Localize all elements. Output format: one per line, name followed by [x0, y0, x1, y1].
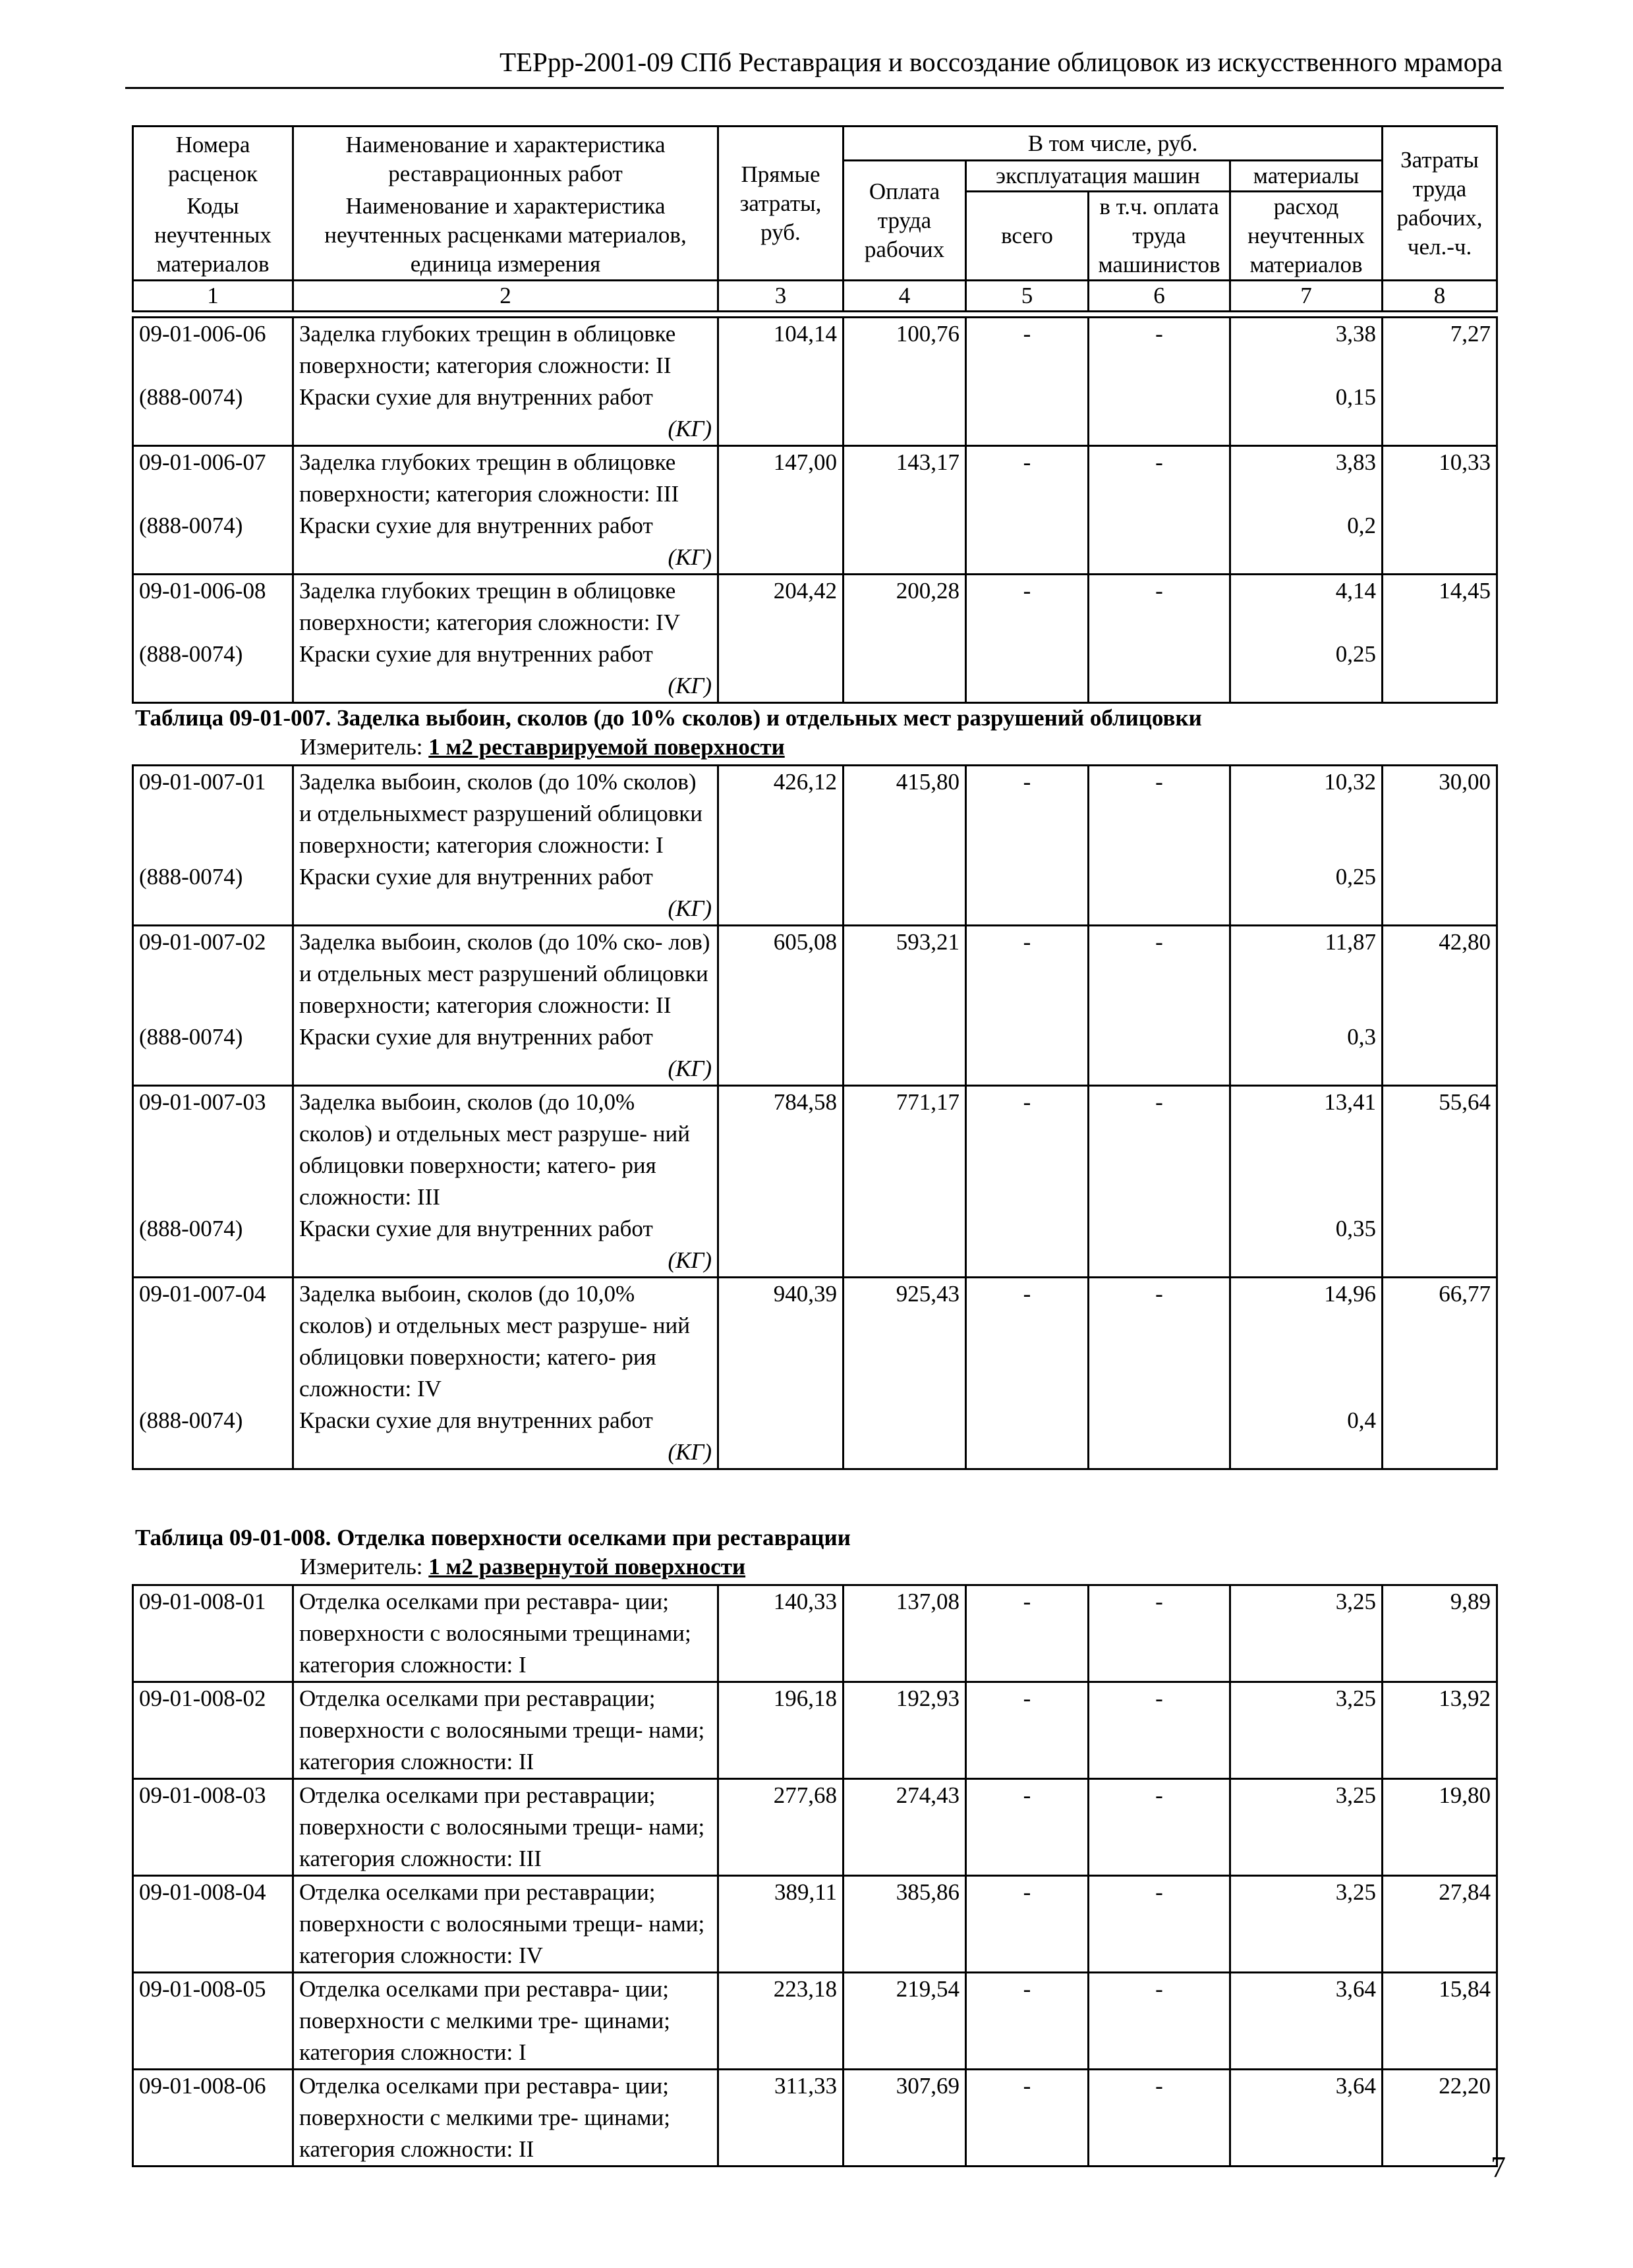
work-description: Заделка выбоин, сколов (до 10% ско- лов) и отдельных мест разрушений облицовки поверхности; категория сложности: II — [293, 926, 718, 1022]
table-008-measure — [300, 1552, 745, 1581]
header-c2-top: Наименование и характеристика реставрационных работ — [293, 127, 718, 192]
labor-hours: 27,84 — [1383, 1876, 1497, 1973]
materials-cost: 3,25 — [1230, 1682, 1383, 1779]
material-name — [293, 1213, 718, 1278]
material-name — [293, 382, 718, 446]
empty-cell — [1383, 1405, 1497, 1469]
direct-costs: 311,33 — [718, 2070, 844, 2167]
machinist-pay: - — [1089, 2070, 1230, 2167]
labor-pay: 593,21 — [844, 926, 966, 1022]
work-description: Отделка оселками при реставра- ции; поверхности с волосяными трещинами; категория сложности: I — [293, 1585, 718, 1682]
work-description: Заделка глубоких трещин в облицовке поверхности; категория сложности: II — [293, 318, 718, 382]
empty-cell — [844, 382, 966, 446]
column-header-table — [132, 125, 1498, 312]
material-row — [133, 1021, 1497, 1086]
header-c1-bottom: Коды неучтенных материалов — [133, 192, 293, 281]
empty-cell — [1089, 638, 1230, 703]
material-quantity: 0,4 — [1230, 1405, 1383, 1469]
empty-cell — [966, 861, 1089, 926]
rate-code: 09-01-006-07 — [133, 446, 293, 511]
labor-pay: 192,93 — [844, 1682, 966, 1779]
materials-cost: 3,83 — [1230, 446, 1383, 511]
machines-total: - — [966, 1973, 1089, 2070]
labor-pay: 143,17 — [844, 446, 966, 511]
material-label: Краски сухие для внутренних работ — [299, 1216, 653, 1241]
column-number: 6 — [1089, 281, 1230, 312]
empty-cell — [1383, 861, 1497, 926]
table-007-caption: Таблица 09-01-007. Заделка выбоин, сколов (до 10% сколов) и отдельных мест разрушений облицовки — [135, 705, 1202, 731]
empty-cell — [1383, 1021, 1497, 1086]
work-description: Заделка выбоин, сколов (до 10,0% сколов) и отдельных мест разруше- ний облицовки поверхности; катего- рия сложности: IV — [293, 1278, 718, 1405]
material-quantity: 0,35 — [1230, 1213, 1383, 1278]
empty-cell — [844, 510, 966, 575]
material-code: (888-0074) — [133, 638, 293, 703]
table-row — [133, 1682, 1497, 1779]
header-divider — [125, 87, 1504, 89]
material-quantity: 0,15 — [1230, 382, 1383, 446]
kg-mark: (КГ) — [668, 1056, 712, 1081]
empty-cell — [1383, 638, 1497, 703]
table-row — [133, 1973, 1497, 2070]
header-c2-bottom: Наименование и характеристика неучтенных расценками материалов, единица измерения — [293, 192, 718, 281]
material-quantity: 0,3 — [1230, 1021, 1383, 1086]
empty-cell — [718, 1213, 844, 1278]
table-row — [133, 926, 1497, 1022]
empty-cell — [718, 1405, 844, 1469]
empty-cell — [1089, 1021, 1230, 1086]
work-description: Заделка глубоких трещин в облицовке поверхности; категория сложности: IV — [293, 575, 718, 639]
empty-cell — [966, 1405, 1089, 1469]
column-number: 7 — [1230, 281, 1383, 312]
empty-cell — [1089, 510, 1230, 575]
empty-cell — [844, 638, 966, 703]
empty-cell — [966, 1213, 1089, 1278]
labor-pay: 771,17 — [844, 1086, 966, 1214]
header-direct-costs: Прямые затраты, руб. — [718, 127, 844, 281]
material-code: (888-0074) — [133, 510, 293, 575]
kg-mark: (КГ) — [668, 416, 712, 441]
header-machinist-pay: в т.ч. оплата труда машинистов — [1089, 192, 1230, 281]
labor-pay: 100,76 — [844, 318, 966, 382]
machines-total: - — [966, 446, 1089, 511]
table-row — [133, 766, 1497, 862]
labor-hours: 14,45 — [1383, 575, 1497, 639]
materials-cost: 3,64 — [1230, 1973, 1383, 2070]
work-description: Заделка глубоких трещин в облицовке поверхности; категория сложности: III — [293, 446, 718, 511]
machines-total: - — [966, 1876, 1089, 1973]
empty-cell — [1089, 861, 1230, 926]
rate-code: 09-01-008-02 — [133, 1682, 293, 1779]
work-description: Отделка оселками при реставрации; поверхности с волосяными трещи- нами; категория сложности: III — [293, 1779, 718, 1876]
table-row — [133, 1779, 1497, 1876]
machinist-pay: - — [1089, 1973, 1230, 2070]
labor-hours: 9,89 — [1383, 1585, 1497, 1682]
material-code: (888-0074) — [133, 1213, 293, 1278]
table-row — [133, 1876, 1497, 1973]
materials-cost: 3,25 — [1230, 1779, 1383, 1876]
machines-total: - — [966, 1779, 1089, 1876]
machinist-pay: - — [1089, 1086, 1230, 1214]
material-name — [293, 638, 718, 703]
material-code: (888-0074) — [133, 861, 293, 926]
header-machines-total: всего — [966, 192, 1089, 281]
empty-cell — [844, 1405, 966, 1469]
direct-costs: 277,68 — [718, 1779, 844, 1876]
machinist-pay: - — [1089, 318, 1230, 382]
machinist-pay: - — [1089, 766, 1230, 862]
table-row — [133, 1086, 1497, 1214]
material-row — [133, 638, 1497, 703]
measure-prefix: Измеритель: — [300, 734, 423, 760]
table-008-body — [132, 1584, 1498, 2167]
kg-mark: (КГ) — [668, 1247, 712, 1273]
machines-total: - — [966, 766, 1089, 862]
material-label: Краски сухие для внутренних работ — [299, 1407, 653, 1433]
empty-cell — [966, 382, 1089, 446]
labor-pay: 200,28 — [844, 575, 966, 639]
rate-code: 09-01-008-03 — [133, 1779, 293, 1876]
machines-total: - — [966, 1086, 1089, 1214]
materials-cost: 11,87 — [1230, 926, 1383, 1022]
kg-mark: (КГ) — [668, 895, 712, 921]
materials-cost: 4,14 — [1230, 575, 1383, 639]
work-description: Заделка выбоин, сколов (до 10% сколов) и отдельныхмест разрушений облицовки поверхности; категория сложности: I — [293, 766, 718, 862]
material-row — [133, 510, 1497, 575]
direct-costs: 204,42 — [718, 575, 844, 639]
material-code: (888-0074) — [133, 1405, 293, 1469]
rate-code: 09-01-008-04 — [133, 1876, 293, 1973]
material-name — [293, 1405, 718, 1469]
empty-cell — [718, 510, 844, 575]
materials-cost: 3,38 — [1230, 318, 1383, 382]
direct-costs: 426,12 — [718, 766, 844, 862]
empty-cell — [844, 1213, 966, 1278]
rate-code: 09-01-006-06 — [133, 318, 293, 382]
machinist-pay: - — [1089, 1278, 1230, 1405]
material-row — [133, 861, 1497, 926]
work-description: Отделка оселками при реставра- ции; поверхности с мелкими тре- щинами; категория сложности: I — [293, 1973, 718, 2070]
kg-mark: (КГ) — [668, 544, 712, 570]
work-description: Отделка оселками при реставра- ции; поверхности с мелкими тре- щинами; категория сложности: II — [293, 2070, 718, 2167]
table-row — [133, 1585, 1497, 1682]
material-label: Краски сухие для внутренних работ — [299, 384, 653, 410]
column-number: 4 — [844, 281, 966, 312]
machinist-pay: - — [1089, 1779, 1230, 1876]
material-quantity: 0,25 — [1230, 861, 1383, 926]
machines-total: - — [966, 318, 1089, 382]
direct-costs: 140,33 — [718, 1585, 844, 1682]
empty-cell — [718, 638, 844, 703]
work-description: Отделка оселками при реставрации; поверхности с волосяными трещи- нами; категория сложности: IV — [293, 1876, 718, 1973]
kg-mark: (КГ) — [668, 1439, 712, 1465]
machines-total: - — [966, 1585, 1089, 1682]
machines-total: - — [966, 2070, 1089, 2167]
material-row — [133, 1213, 1497, 1278]
labor-hours: 30,00 — [1383, 766, 1497, 862]
work-description: Заделка выбоин, сколов (до 10,0% сколов) и отдельных мест разруше- ний облицовки поверхности; катего- рия сложности: III — [293, 1086, 718, 1214]
labor-hours: 19,80 — [1383, 1779, 1497, 1876]
labor-hours: 22,20 — [1383, 2070, 1497, 2167]
material-name — [293, 861, 718, 926]
material-label: Краски сухие для внутренних работ — [299, 864, 653, 890]
header-group: В том числе, руб. — [844, 127, 1383, 161]
table-008-caption: Таблица 09-01-008. Отделка поверхности оселками при реставрации — [135, 1525, 851, 1550]
empty-cell — [718, 861, 844, 926]
column-number: 1 — [133, 281, 293, 312]
labor-pay: 219,54 — [844, 1973, 966, 2070]
column-number: 3 — [718, 281, 844, 312]
machinist-pay: - — [1089, 575, 1230, 639]
header-unaccounted-materials: расход неучтенных материалов — [1230, 192, 1383, 281]
machinist-pay: - — [1089, 926, 1230, 1022]
material-quantity: 0,25 — [1230, 638, 1383, 703]
measure-value: 1 м2 реставрируемой поверхности — [428, 734, 785, 760]
table-row — [133, 318, 1497, 382]
empty-cell — [1089, 1405, 1230, 1469]
table-row — [133, 2070, 1497, 2167]
rate-code: 09-01-006-08 — [133, 575, 293, 639]
empty-cell — [1383, 382, 1497, 446]
empty-cell — [966, 510, 1089, 575]
materials-cost: 3,25 — [1230, 1585, 1383, 1682]
rate-code: 09-01-007-03 — [133, 1086, 293, 1214]
rate-code: 09-01-008-06 — [133, 2070, 293, 2167]
table-row — [133, 575, 1497, 639]
materials-cost: 3,25 — [1230, 1876, 1383, 1973]
labor-pay: 274,43 — [844, 1779, 966, 1876]
empty-cell — [1383, 510, 1497, 575]
material-label: Краски сухие для внутренних работ — [299, 1024, 653, 1050]
labor-pay: 415,80 — [844, 766, 966, 862]
labor-pay: 307,69 — [844, 2070, 966, 2167]
machinist-pay: - — [1089, 1682, 1230, 1779]
table-007-body — [132, 764, 1498, 1470]
materials-cost: 10,32 — [1230, 766, 1383, 862]
empty-cell — [1383, 1213, 1497, 1278]
labor-hours: 66,77 — [1383, 1278, 1497, 1405]
machinist-pay: - — [1089, 446, 1230, 511]
direct-costs: 196,18 — [718, 1682, 844, 1779]
empty-cell — [718, 1021, 844, 1086]
rate-code: 09-01-007-02 — [133, 926, 293, 1022]
direct-costs: 389,11 — [718, 1876, 844, 1973]
labor-hours: 15,84 — [1383, 1973, 1497, 2070]
labor-pay: 385,86 — [844, 1876, 966, 1973]
labor-hours: 55,64 — [1383, 1086, 1497, 1214]
page-number: 7 — [1491, 2150, 1506, 2184]
material-row — [133, 382, 1497, 446]
empty-cell — [1089, 1213, 1230, 1278]
empty-cell — [1089, 382, 1230, 446]
machinist-pay: - — [1089, 1585, 1230, 1682]
machines-total: - — [966, 1278, 1089, 1405]
materials-cost: 13,41 — [1230, 1086, 1383, 1214]
direct-costs: 605,08 — [718, 926, 844, 1022]
direct-costs: 223,18 — [718, 1973, 844, 2070]
material-code: (888-0074) — [133, 382, 293, 446]
labor-pay: 137,08 — [844, 1585, 966, 1682]
machinist-pay: - — [1089, 1876, 1230, 1973]
direct-costs: 940,39 — [718, 1278, 844, 1405]
column-number: 2 — [293, 281, 718, 312]
header-labor-pay: Оплата труда рабочих — [844, 161, 966, 281]
materials-cost: 3,64 — [1230, 2070, 1383, 2167]
rate-code: 09-01-007-04 — [133, 1278, 293, 1405]
rate-code: 09-01-008-05 — [133, 1973, 293, 2070]
page-header-title: ТЕРрр-2001-09 СПб Реставрация и воссоздание облицовок из искусственного мрамора — [499, 47, 1503, 77]
material-name — [293, 1021, 718, 1086]
column-number: 5 — [966, 281, 1089, 312]
materials-cost: 14,96 — [1230, 1278, 1383, 1405]
rate-code: 09-01-007-01 — [133, 766, 293, 862]
machines-total: - — [966, 1682, 1089, 1779]
kg-mark: (КГ) — [668, 673, 712, 698]
machines-total: - — [966, 575, 1089, 639]
material-label: Краски сухие для внутренних работ — [299, 513, 653, 538]
material-code: (888-0074) — [133, 1021, 293, 1086]
header-c1-top: Номера расценок — [133, 127, 293, 192]
labor-hours: 10,33 — [1383, 446, 1497, 511]
table-row — [133, 1278, 1497, 1405]
material-quantity: 0,2 — [1230, 510, 1383, 575]
table-006-body — [132, 316, 1498, 704]
header-machines: эксплуатация машин — [966, 161, 1230, 192]
empty-cell — [718, 382, 844, 446]
material-row — [133, 1405, 1497, 1469]
table-007-measure — [300, 733, 785, 762]
header-labor-hours: Затраты труда рабочих, чел.-ч. — [1383, 127, 1497, 281]
empty-cell — [844, 861, 966, 926]
labor-hours: 7,27 — [1383, 318, 1497, 382]
empty-cell — [966, 1021, 1089, 1086]
direct-costs: 104,14 — [718, 318, 844, 382]
table-row — [133, 446, 1497, 511]
material-name — [293, 510, 718, 575]
labor-pay: 925,43 — [844, 1278, 966, 1405]
direct-costs: 784,58 — [718, 1086, 844, 1214]
material-label: Краски сухие для внутренних работ — [299, 641, 653, 667]
empty-cell — [966, 638, 1089, 703]
column-number: 8 — [1383, 281, 1497, 312]
header-materials: материалы — [1230, 161, 1383, 192]
measure-prefix: Измеритель: — [300, 1554, 423, 1579]
direct-costs: 147,00 — [718, 446, 844, 511]
measure-value: 1 м2 развернутой поверхности — [428, 1554, 746, 1579]
labor-hours: 42,80 — [1383, 926, 1497, 1022]
empty-cell — [844, 1021, 966, 1086]
rate-code: 09-01-008-01 — [133, 1585, 293, 1682]
machines-total: - — [966, 926, 1089, 1022]
work-description: Отделка оселками при реставрации; поверхности с волосяными трещи- нами; категория сложности: II — [293, 1682, 718, 1779]
labor-hours: 13,92 — [1383, 1682, 1497, 1779]
